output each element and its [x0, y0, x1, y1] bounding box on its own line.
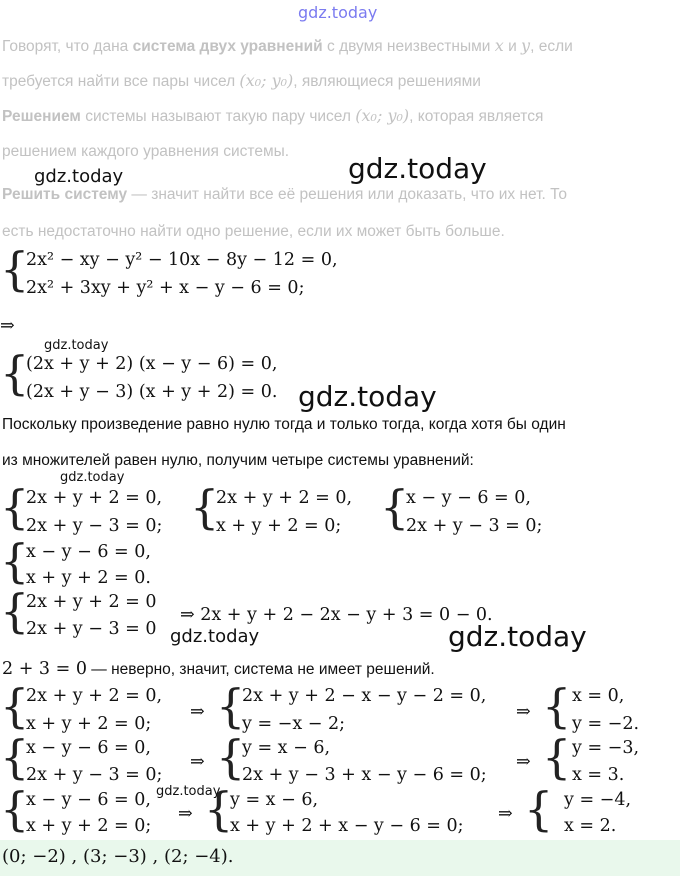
answer: (0; −2) , (3; −3) , (2; −4).	[2, 846, 234, 867]
caseA-derivation: ⇒ 2x + y + 2 − 2x − y + 3 = 0 − 0.	[180, 605, 493, 625]
caseD-mid-eq2: x + y + 2 + x − y − 6 = 0;	[230, 816, 464, 836]
brace-icon: {	[524, 782, 554, 836]
caseB-right-eq2: y = −2.	[572, 714, 640, 734]
brace-icon: {	[0, 730, 30, 784]
systemD-eq1: x − y − 6 = 0,	[26, 542, 151, 562]
watermark: gdz.today	[44, 338, 109, 353]
pair-math: (x₀; y₀)	[355, 106, 410, 125]
caseD-right-eq2: x = 2.	[564, 816, 617, 836]
brace-icon: {	[0, 679, 30, 733]
implies-arrow: ⇒	[498, 804, 513, 824]
brace-icon: {	[0, 480, 30, 534]
intro-bold: система двух уравнений	[132, 38, 323, 55]
caseD-left-eq1: x − y − 6 = 0,	[26, 790, 151, 810]
intro-text: требуется найти все пары чисел	[2, 73, 240, 90]
system2-eq2: (2x + y − 3) (x + y + 2) = 0.	[26, 382, 278, 402]
intro-line-3	[2, 106, 543, 126]
intro-line-4: решением каждого уравнения системы.	[2, 143, 290, 160]
brace-icon: {	[0, 346, 30, 400]
watermark: gdz.today	[34, 166, 124, 187]
systemD-eq2: x + y + 2 = 0.	[26, 568, 151, 588]
brace-icon: {	[216, 730, 246, 784]
intro-bold: Решением	[2, 108, 81, 125]
systemC-eq2: 2x + y − 3 = 0;	[406, 516, 543, 536]
systemA-eq1: 2x + y + 2 = 0,	[26, 488, 163, 508]
systemB-eq2: x + y + 2 = 0;	[216, 516, 342, 536]
text-product-2: из множителей равен нулю, получим четыре системы уравнений:	[2, 452, 474, 469]
text-product-1: Поскольку произведение равно нулю тогда и только тогда, когда хотя бы один	[2, 416, 566, 433]
system1-eq2: 2x² + 3xy + y² + x − y − 6 = 0;	[26, 278, 305, 298]
brace-icon: {	[0, 782, 30, 836]
intro-text: Говорят, что дана	[2, 38, 133, 55]
implies-arrow: ⇒	[190, 752, 205, 772]
var-y: y	[521, 36, 531, 55]
brace-icon: {	[380, 480, 410, 534]
watermark: gdz.today	[60, 470, 125, 485]
caseA-eq2: 2x + y − 3 = 0	[26, 619, 157, 639]
intro-text: , которая является	[409, 108, 544, 125]
intro-bold: Решить систему	[2, 186, 128, 203]
systemB-eq1: 2x + y + 2 = 0,	[216, 488, 353, 508]
intro-text: , являющиеся решениями	[293, 73, 481, 90]
top-watermark: gdz.today	[298, 3, 378, 22]
caseD-right-eq1: y = −4,	[564, 790, 632, 810]
implies-arrow: ⇒	[516, 752, 531, 772]
brace-icon: {	[0, 534, 30, 588]
brace-icon: {	[0, 584, 30, 638]
watermark: gdz.today	[298, 380, 437, 413]
caseC-left-eq1: x − y − 6 = 0,	[26, 738, 151, 758]
caseB-mid-eq1: 2x + y + 2 − x − y − 2 = 0,	[242, 686, 487, 706]
caseB-left-eq2: x + y + 2 = 0;	[26, 714, 152, 734]
intro-line-5	[2, 186, 567, 204]
intro-line-2	[2, 71, 481, 91]
intro-line-1	[2, 36, 573, 56]
intro-text: , если	[530, 38, 573, 55]
caseB-left-eq1: 2x + y + 2 = 0,	[26, 686, 163, 706]
brace-icon: {	[542, 730, 572, 784]
implies-arrow: ⇒	[178, 804, 193, 824]
brace-icon: {	[542, 679, 572, 733]
caseD-left-eq2: x + y + 2 = 0;	[26, 816, 152, 836]
brace-icon: {	[204, 782, 234, 836]
caseA-conclusion-text: — неверно, значит, система не имеет решений.	[86, 661, 435, 678]
caseC-mid-eq1: y = x − 6,	[242, 738, 331, 758]
system2-eq1: (2x + y + 2) (x − y − 6) = 0,	[26, 354, 278, 374]
caseC-left-eq2: 2x + y − 3 = 0;	[26, 765, 163, 785]
caseB-mid-eq2: y = −x − 2;	[242, 714, 346, 734]
intro-text: — значит найти все её решения или доказать, что их нет. То	[127, 186, 567, 203]
brace-icon: {	[0, 242, 30, 296]
pair-math: (x₀; y₀)	[239, 71, 294, 90]
caseA-conclusion	[2, 659, 435, 679]
implies-arrow: ⇒	[0, 316, 15, 336]
var-x: x	[494, 36, 504, 55]
brace-icon: {	[216, 679, 246, 733]
intro-text: и	[503, 38, 522, 55]
watermark: gdz.today	[156, 784, 221, 799]
implies-arrow: ⇒	[516, 702, 531, 722]
systemA-eq2: 2x + y − 3 = 0;	[26, 516, 163, 536]
brace-icon: {	[190, 480, 220, 534]
caseA-eq1: 2x + y + 2 = 0	[26, 592, 157, 612]
intro-text: системы называют такую пару чисел	[80, 108, 356, 125]
caseC-right-eq2: x = 3.	[572, 765, 625, 785]
watermark: gdz.today	[448, 620, 587, 653]
caseA-conclusion-math: 2 + 3 = 0	[2, 659, 87, 679]
system1-eq1: 2x² − xy − y² − 10x − 8y − 12 = 0,	[26, 250, 338, 270]
caseB-right-eq1: x = 0,	[572, 686, 625, 706]
caseD-mid-eq1: y = x − 6,	[230, 790, 319, 810]
systemC-eq1: x − y − 6 = 0,	[406, 488, 531, 508]
caseC-mid-eq2: 2x + y − 3 + x − y − 6 = 0;	[242, 765, 487, 785]
intro-line-6: есть недостаточно найти одно решение, если их может быть больше.	[2, 223, 505, 240]
watermark: gdz.today	[348, 152, 487, 185]
intro-text: с двумя неизвестными	[322, 38, 495, 55]
caseC-right-eq1: y = −3,	[572, 738, 640, 758]
implies-arrow: ⇒	[190, 702, 205, 722]
watermark: gdz.today	[170, 626, 260, 647]
